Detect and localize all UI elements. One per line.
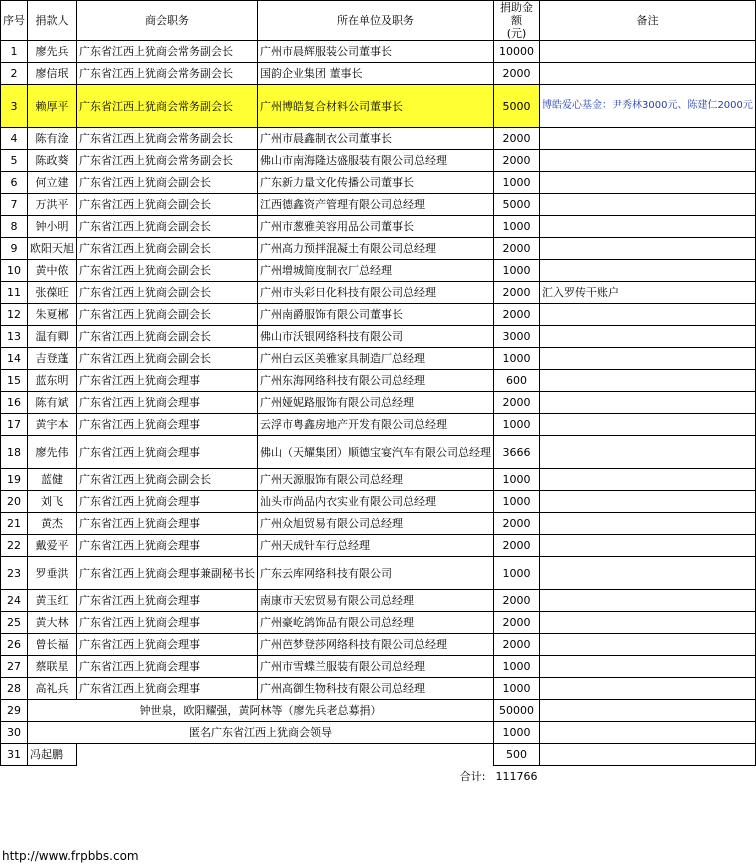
cell-name: 吉登蓬 — [28, 348, 77, 370]
table-row — [1, 634, 756, 656]
cell-note — [540, 513, 756, 535]
cell-name: 蓝健 — [28, 469, 77, 491]
cell-name: 何立建 — [28, 172, 77, 194]
cell-unit: 广州娅妮路服饰有限公司总经理 — [258, 392, 494, 414]
cell-no: 11 — [1, 282, 28, 304]
table-row — [1, 238, 756, 260]
cell-position: 广东省江西上犹商会副会长 — [77, 172, 258, 194]
cell-no: 28 — [1, 678, 28, 700]
cell-amount: 1000 — [494, 260, 540, 282]
cell-name: 冯起鹏 — [28, 744, 77, 766]
table-row — [1, 326, 756, 348]
table-row — [1, 612, 756, 634]
header-row — [1, 1, 756, 41]
table-row — [1, 722, 756, 744]
cell-unit: 广州天源服饰有限公司总经理 — [258, 469, 494, 491]
cell-position: 广东省江西上犹商会理事 — [77, 436, 258, 469]
table-row — [1, 513, 756, 535]
cell-name: 廖信珉 — [28, 63, 77, 85]
table-row — [1, 194, 756, 216]
cell-unit: 广州高力预拌混凝土有限公司总经理 — [258, 238, 494, 260]
cell-no: 25 — [1, 612, 28, 634]
cell-no: 6 — [1, 172, 28, 194]
cell-position: 广东省江西上犹商会理事兼副秘书长 — [77, 557, 258, 590]
cell-position: 广东省江西上犹商会理事 — [77, 370, 258, 392]
cell-amount: 5000 — [494, 194, 540, 216]
cell-unit: 国韵企业集团 董事长 — [258, 63, 494, 85]
site-url: http://www.frpbbs.com — [2, 849, 139, 863]
cell-note — [540, 491, 756, 513]
cell-unit: 江西德鑫资产管理有限公司总经理 — [258, 194, 494, 216]
cell-note — [540, 612, 756, 634]
cell-no: 5 — [1, 150, 28, 172]
cell-position: 广东省江西上犹商会常务副会长 — [77, 41, 258, 63]
table-row — [1, 370, 756, 392]
cell-amount: 1000 — [494, 469, 540, 491]
cell-unit: 广州市雪蝶兰服装有限公司总经理 — [258, 656, 494, 678]
cell-amount: 2000 — [494, 634, 540, 656]
cell-position: 广东省江西上犹商会副会长 — [77, 216, 258, 238]
cell-unit: 广州市晨鑫制衣公司董事长 — [258, 128, 494, 150]
cell-name: 黄中侬 — [28, 260, 77, 282]
table-row — [1, 172, 756, 194]
cell-name: 黄玉红 — [28, 590, 77, 612]
cell-unit: 广东云库网络科技有限公司 — [258, 557, 494, 590]
cell-no: 29 — [1, 700, 28, 722]
cell-merged-donors: 匿名广东省江西上犹商会领导 — [28, 722, 494, 744]
cell-merged-donors: 钟世泉，欧阳耀强，黄阿林等（廖先兵老总募捐） — [28, 700, 494, 722]
cell-position: 广东省江西上犹商会理事 — [77, 535, 258, 557]
cell-note — [540, 744, 756, 766]
cell-name: 高礼兵 — [28, 678, 77, 700]
cell-unit: 广州东海网络科技有限公司总经理 — [258, 370, 494, 392]
cell-no: 23 — [1, 557, 28, 590]
cell-amount: 2000 — [494, 128, 540, 150]
cell-name: 陈有淦 — [28, 128, 77, 150]
cell-amount: 1000 — [494, 216, 540, 238]
cell-amount: 2000 — [494, 513, 540, 535]
cell-no: 12 — [1, 304, 28, 326]
cell-position: 广东省江西上犹商会理事 — [77, 392, 258, 414]
cell-no: 21 — [1, 513, 28, 535]
cell-no: 26 — [1, 634, 28, 656]
cell-no: 17 — [1, 414, 28, 436]
cell-unit: 广州众旭贸易有限公司总经理 — [258, 513, 494, 535]
cell-position: 广东省江西上犹商会常务副会长 — [77, 85, 258, 128]
cell-empty — [540, 766, 756, 788]
cell-unit: 广州博皓复合材料公司董事长 — [258, 85, 494, 128]
cell-unit: 广州市葱雅美容用品公司董事长 — [258, 216, 494, 238]
cell-amount: 600 — [494, 370, 540, 392]
cell-no: 7 — [1, 194, 28, 216]
cell-note — [540, 260, 756, 282]
cell-no: 13 — [1, 326, 28, 348]
cell-note — [540, 194, 756, 216]
cell-no: 4 — [1, 128, 28, 150]
cell-unit: 广州高御生物科技有限公司总经理 — [258, 678, 494, 700]
cell-amount: 10000 — [494, 41, 540, 63]
cell-note — [540, 436, 756, 469]
cell-amount: 1000 — [494, 414, 540, 436]
cell-unit: 广州增城简度制衣厂总经理 — [258, 260, 494, 282]
cell-name: 黄大林 — [28, 612, 77, 634]
cell-amount: 1000 — [494, 172, 540, 194]
cell-position: 广东省江西上犹商会常务副会长 — [77, 128, 258, 150]
cell-unit: 汕头市尚品内衣实业有限公司总经理 — [258, 491, 494, 513]
cell-name: 欧阳天旭 — [28, 238, 77, 260]
cell-no: 10 — [1, 260, 28, 282]
cell-unit: 佛山（天耀集团）顺德宝宴汽车有限公司总经理 — [258, 436, 494, 469]
cell-no: 24 — [1, 590, 28, 612]
cell-no: 27 — [1, 656, 28, 678]
table-row — [1, 656, 756, 678]
cell-name: 廖先兵 — [28, 41, 77, 63]
cell-note — [540, 656, 756, 678]
total-amount: 111766 — [495, 770, 538, 784]
table-row — [1, 557, 756, 590]
cell-position: 广东省江西上犹商会副会长 — [77, 304, 258, 326]
cell-amount: 2000 — [494, 282, 540, 304]
table-row — [1, 63, 756, 85]
cell-amount: 2000 — [494, 238, 540, 260]
cell-position: 广东省江西上犹商会副会长 — [77, 469, 258, 491]
table-row — [1, 304, 756, 326]
cell-position: 广东省江西上犹商会理事 — [77, 491, 258, 513]
cell-note — [540, 63, 756, 85]
cell-empty — [77, 744, 494, 766]
cell-unit: 广州天成针车行总经理 — [258, 535, 494, 557]
cell-name: 陈有斌 — [28, 392, 77, 414]
cell-amount: 5000 — [494, 85, 540, 128]
cell-unit: 广州芭梦登莎网络科技有限公司总经理 — [258, 634, 494, 656]
cell-note — [540, 469, 756, 491]
cell-unit: 广州市头彩日化科技有限公司总经理 — [258, 282, 494, 304]
table-row — [1, 469, 756, 491]
cell-position: 广东省江西上犹商会理事 — [77, 678, 258, 700]
cell-no: 2 — [1, 63, 28, 85]
cell-amount: 1000 — [494, 348, 540, 370]
cell-note — [540, 348, 756, 370]
cell-amount: 1000 — [494, 491, 540, 513]
header-no: 序号 — [1, 1, 28, 41]
cell-name: 戴爱平 — [28, 535, 77, 557]
cell-unit: 佛山市沃银网络科技有限公司 — [258, 326, 494, 348]
header-unit: 所在单位及职务 — [258, 1, 494, 41]
cell-unit: 广州南爵服饰有限公司董事长 — [258, 304, 494, 326]
cell-amount: 2000 — [494, 535, 540, 557]
cell-amount: 2000 — [494, 304, 540, 326]
cell-position: 广东省江西上犹商会理事 — [77, 612, 258, 634]
cell-name: 黄杰 — [28, 513, 77, 535]
cell-position: 广东省江西上犹商会副会长 — [77, 260, 258, 282]
total-row — [1, 766, 756, 788]
cell-name: 钟小明 — [28, 216, 77, 238]
table-row — [1, 260, 756, 282]
cell-unit: 广东新力量文化传播公司董事长 — [258, 172, 494, 194]
cell-amount: 2000 — [494, 150, 540, 172]
cell-unit: 佛山市南海隆达盛服装有限公司总经理 — [258, 150, 494, 172]
cell-position: 广东省江西上犹商会理事 — [77, 656, 258, 678]
cell-no: 3 — [1, 85, 28, 128]
cell-amount: 50000 — [494, 700, 540, 722]
table-row — [1, 491, 756, 513]
table-row — [1, 216, 756, 238]
cell-note — [540, 557, 756, 590]
cell-position: 广东省江西上犹商会理事 — [77, 590, 258, 612]
table-row — [1, 678, 756, 700]
table-row — [1, 744, 756, 766]
cell-note: 汇入罗传干账户 — [540, 282, 756, 304]
cell-position: 广东省江西上犹商会副会长 — [77, 238, 258, 260]
cell-name: 张葆旺 — [28, 282, 77, 304]
cell-note — [540, 414, 756, 436]
cell-position: 广东省江西上犹商会常务副会长 — [77, 150, 258, 172]
cell-no: 18 — [1, 436, 28, 469]
cell-position: 广东省江西上犹商会副会长 — [77, 326, 258, 348]
cell-amount: 1000 — [494, 656, 540, 678]
cell-note — [540, 678, 756, 700]
table-row — [1, 282, 756, 304]
cell-position: 广东省江西上犹商会理事 — [77, 634, 258, 656]
cell-position: 广东省江西上犹商会副会长 — [77, 282, 258, 304]
cell-note — [540, 590, 756, 612]
table-row — [1, 535, 756, 557]
header-name: 捐款人 — [28, 1, 77, 41]
cell-amount: 3000 — [494, 326, 540, 348]
cell-no: 16 — [1, 392, 28, 414]
cell-amount: 1000 — [494, 678, 540, 700]
table-row — [1, 150, 756, 172]
cell-no: 30 — [1, 722, 28, 744]
table-row — [1, 348, 756, 370]
table-row — [1, 700, 756, 722]
header-note: 备注 — [540, 1, 756, 41]
cell-name: 廖先伟 — [28, 436, 77, 469]
cell-position: 广东省江西上犹商会副会长 — [77, 194, 258, 216]
cell-note — [540, 370, 756, 392]
cell-note — [540, 150, 756, 172]
cell-unit: 广州豪屹鸽饰品有限公司总经理 — [258, 612, 494, 634]
cell-position: 广东省江西上犹商会理事 — [77, 513, 258, 535]
cell-name: 蔡联星 — [28, 656, 77, 678]
cell-amount: 2000 — [494, 590, 540, 612]
table-row — [1, 414, 756, 436]
cell-note — [540, 238, 756, 260]
cell-amount: 3666 — [494, 436, 540, 469]
total-label: 合计: — [459, 770, 486, 784]
table-row — [1, 392, 756, 414]
cell-name: 蓝东明 — [28, 370, 77, 392]
cell-name: 刘飞 — [28, 491, 77, 513]
table-body — [1, 41, 756, 788]
cell-position: 广东省江西上犹商会理事 — [77, 414, 258, 436]
cell-name: 赖厚平 — [28, 85, 77, 128]
cell-no: 1 — [1, 41, 28, 63]
cell-note — [540, 535, 756, 557]
cell-note — [540, 700, 756, 722]
header-amount: 捐助金额 (元) — [494, 1, 540, 41]
cell-note — [540, 172, 756, 194]
cell-no: 14 — [1, 348, 28, 370]
cell-name: 陈政葵 — [28, 150, 77, 172]
cell-unit: 广州市晨辉服装公司董事长 — [258, 41, 494, 63]
cell-note — [540, 304, 756, 326]
cell-no: 15 — [1, 370, 28, 392]
cell-name: 罗垂洪 — [28, 557, 77, 590]
cell-note — [540, 216, 756, 238]
cell-note — [540, 128, 756, 150]
table-row — [1, 590, 756, 612]
cell-name: 温有卿 — [28, 326, 77, 348]
cell-no: 31 — [1, 744, 28, 766]
cell-amount: 2000 — [494, 392, 540, 414]
cell-amount: 500 — [494, 744, 540, 766]
cell-name: 黄宇本 — [28, 414, 77, 436]
cell-no: 22 — [1, 535, 28, 557]
cell-amount: 1000 — [494, 722, 540, 744]
cell-no: 20 — [1, 491, 28, 513]
cell-position: 广东省江西上犹商会常务副会长 — [77, 63, 258, 85]
cell-position: 广东省江西上犹商会副会长 — [77, 348, 258, 370]
cell-note — [540, 326, 756, 348]
table-row — [1, 41, 756, 63]
cell-amount: 2000 — [494, 63, 540, 85]
cell-unit: 广州白云区美雅家具制造厂总经理 — [258, 348, 494, 370]
cell-unit: 云浮市粤鑫房地产开发有限公司总经理 — [258, 414, 494, 436]
table-row — [1, 128, 756, 150]
cell-name: 朱夏郴 — [28, 304, 77, 326]
cell-note — [540, 634, 756, 656]
cell-no: 9 — [1, 238, 28, 260]
cell-note — [540, 392, 756, 414]
cell-name: 曾长福 — [28, 634, 77, 656]
table-row — [1, 85, 756, 128]
cell-no: 19 — [1, 469, 28, 491]
cell-amount: 2000 — [494, 612, 540, 634]
cell-note — [540, 41, 756, 63]
cell-note: 博皓爱心基金：尹秀林3000元、陈建仁2000元 — [540, 85, 756, 128]
cell-unit: 南康市天宏贸易有限公司总经理 — [258, 590, 494, 612]
cell-no: 8 — [1, 216, 28, 238]
table-row — [1, 436, 756, 469]
cell-note — [540, 722, 756, 744]
header-position: 商会职务 — [77, 1, 258, 41]
cell-amount: 1000 — [494, 557, 540, 590]
cell-name: 万洪平 — [28, 194, 77, 216]
